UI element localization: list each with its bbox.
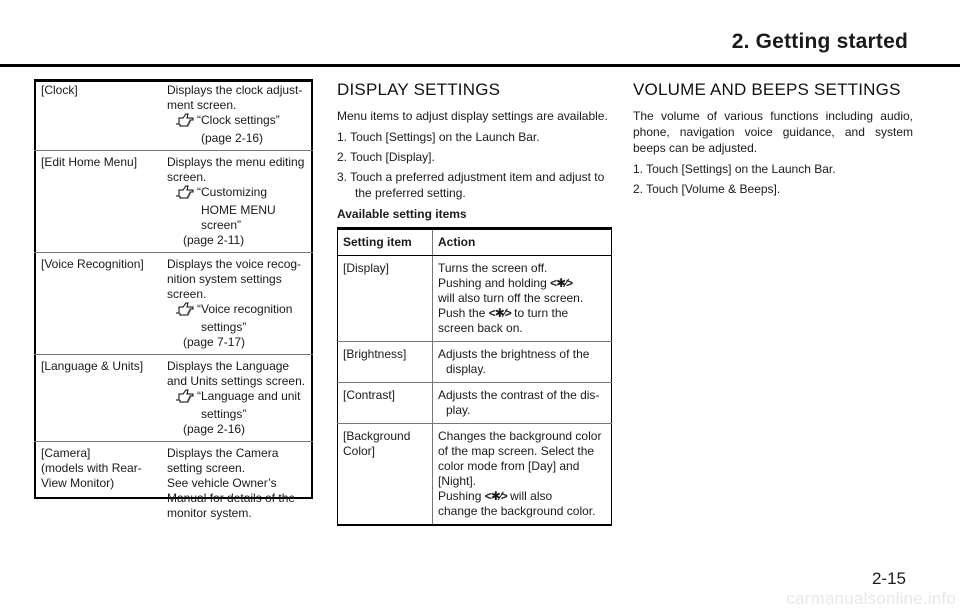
menu-item-description: Displays the Language and Units settings screen. — [167, 359, 306, 388]
menu-item-name: [Edit Home Menu] — [41, 155, 138, 169]
page-section-title: 2. Getting started — [731, 30, 908, 53]
section-heading: VOLUME AND BEEPS SETTINGS — [633, 80, 901, 99]
action-text: Pushing and holding — [438, 276, 547, 290]
reference-title: “Clock settings” — [197, 113, 280, 127]
setting-item-name: [Contrast] — [338, 383, 433, 424]
menu-item-description: Displays the clock adjust- ment screen. — [167, 83, 303, 112]
action-text: will also turn off the screen. — [438, 291, 584, 305]
display-brightness-key-icon: <✱∕> — [488, 306, 511, 320]
step-item: 2. Touch [Display]. — [337, 150, 435, 164]
table-row — [338, 424, 612, 526]
column-header: Action — [433, 229, 612, 256]
reference-page: (page 2-16) — [201, 131, 264, 145]
setting-item-name: [Background Color] — [338, 424, 433, 526]
reference-title: “Language and unit — [197, 389, 301, 403]
table-row — [338, 383, 612, 424]
action-text: play. — [446, 403, 471, 417]
reference-page: (page 2-16) — [183, 422, 246, 436]
action-text: Pushing — [438, 489, 482, 503]
section-heading: DISPLAY SETTINGS — [337, 80, 501, 99]
action-text: Turns the screen off. — [438, 261, 548, 275]
table-header-row — [338, 229, 612, 256]
reference-hand-icon — [175, 389, 195, 407]
page-number: 2-15 — [871, 569, 906, 588]
reference-title: “Voice recognition — [197, 302, 293, 316]
menu-item-name: [Voice Recognition] — [41, 257, 144, 271]
subheading: Available setting items — [337, 207, 467, 221]
cross-reference — [167, 113, 309, 146]
action-text: screen back on. — [438, 321, 523, 335]
column-header: Setting item — [338, 229, 433, 256]
watermark: carmanualsonline.info — [786, 589, 956, 608]
action-text: display. — [446, 362, 486, 376]
menu-item-name: [Language & Units] — [41, 359, 144, 373]
menu-item-description: Displays the Camera setting screen. See vehicle Owner’s Manual for details of the monitor system. — [167, 446, 296, 520]
setting-item-name: [Display] — [338, 256, 433, 342]
reference-title-line: settings” — [201, 320, 247, 334]
reference-title: “Customizing — [197, 185, 268, 199]
table-row — [34, 355, 313, 442]
display-brightness-key-icon: <✱∕> — [484, 489, 507, 503]
cross-reference — [167, 302, 309, 350]
table-row — [338, 342, 612, 383]
setting-item-name: [Brightness] — [338, 342, 433, 383]
reference-title-line: settings” — [201, 407, 247, 421]
action-text: change the background color. — [438, 504, 596, 518]
cross-reference — [167, 389, 309, 437]
menu-item-description: Displays the voice recog- nition system settings screen. — [167, 257, 302, 301]
action-text: Push the — [438, 306, 486, 320]
settings-menu-table — [34, 79, 313, 525]
table-row — [34, 253, 313, 355]
reference-page: (page 7-17) — [183, 335, 246, 349]
volume-settings-section — [633, 80, 913, 197]
header-rule — [0, 64, 960, 67]
action-text: Adjusts the brightness of the — [438, 347, 590, 361]
cross-reference — [167, 185, 309, 248]
reference-title-line: screen” — [201, 218, 242, 232]
menu-item-description: Displays the menu editing screen. — [167, 155, 305, 184]
step-item: 1. Touch [Settings] on the Launch Bar. — [633, 162, 836, 176]
display-settings-table — [337, 227, 612, 526]
table-row — [34, 79, 313, 151]
menu-item-name: [Clock] — [41, 83, 78, 97]
reference-title-line: HOME MENU — [201, 203, 276, 217]
table-row — [34, 151, 313, 253]
reference-page: (page 2-11) — [183, 233, 245, 247]
display-settings-section — [337, 80, 612, 526]
display-brightness-key-icon: <✱∕> — [550, 276, 573, 290]
action-text: will also — [510, 489, 553, 503]
reference-hand-icon — [175, 113, 195, 131]
reference-hand-icon — [175, 302, 195, 320]
table-row — [338, 256, 612, 342]
section-intro: The volume of various functions including audio, phone, navigation voice guidance, and system beeps can be adjusted. — [633, 109, 913, 155]
step-item: 3. Touch a preferred adjustment item and adjust to the preferred setting. — [337, 170, 605, 200]
action-text: Changes the background color of the map screen. Select the color mode from [Day] and [Night]. — [438, 429, 602, 488]
action-text: to turn the — [514, 306, 569, 320]
table-row — [34, 442, 313, 526]
menu-item-name: [Camera] (models with Rear- View Monitor) — [41, 446, 142, 490]
reference-hand-icon — [175, 185, 195, 203]
step-item: 2. Touch [Volume & Beeps]. — [633, 182, 781, 196]
step-item: 1. Touch [Settings] on the Launch Bar. — [337, 130, 540, 144]
action-text: Adjusts the contrast of the dis- — [438, 388, 600, 402]
section-intro: Menu items to adjust display settings are available. — [337, 109, 608, 123]
